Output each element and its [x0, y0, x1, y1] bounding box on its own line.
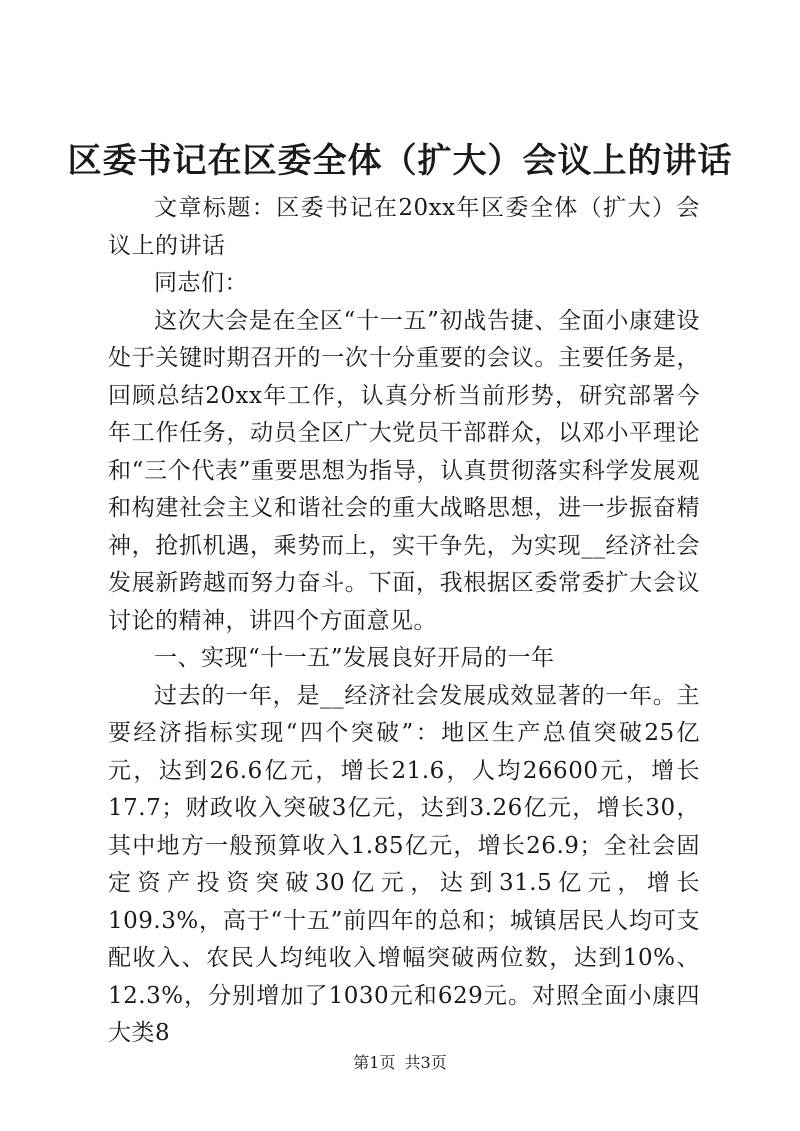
page-total: 共3页 [404, 1053, 447, 1072]
page-number: 第1页 [353, 1053, 396, 1072]
paragraph-salutation: 同志们： [154, 270, 248, 296]
document-body [108, 190, 700, 1053]
paragraph-economic-review: 过去的一年，是__经济社会发展成效显著的一年。主要经济指标实现“四个突破”：地区生产总值突破25亿元，达到26.6亿元，增长21.6，人均26600元，增长17.7；财政收入突破3亿元，达到3.26亿元，增长30，其中地方一般预算收入1.85亿元，增长26.9；全社会固定资产投资突破30亿元，达到31.5亿元，增长109.3%，高于“十五”前四年的总和；城镇居民人均可支配收入、农民人均纯收入增幅突破两位数，达到10%、12.3%，分别增加了1030元和629元。对照全面小康四大类8 [108, 682, 700, 1046]
section-heading-1: 一、实现“十一五”发展良好开局的一年 [154, 645, 555, 671]
page-footer [0, 1052, 800, 1074]
paragraph-article-title: 文章标题：区委书记在20xx年区委全体（扩大）会议上的讲话 [108, 195, 700, 259]
paragraph-introduction: 这次大会是在全区“十一五”初战告捷、全面小康建设处于关键时期召开的一次十分重要的会议。主要任务是，回顾总结20xx年工作，认真分析当前形势，研究部署今年工作任务，动员全区广大党员干部群众，以邓小平理论和“三个代表”重要思想为指导，认真贯彻落实科学发展观和构建社会主义和谐社会的重大战略思想，进一步振奋精神，抢抓机遇，乘势而上，实干争先，为实现__经济社会发展新跨越而努力奋斗。下面，我根据区委常委扩大会议讨论的精神，讲四个方面意见。 [108, 307, 700, 634]
document-title: 区委书记在区委全体（扩大）会议上的讲话 [67, 141, 733, 181]
